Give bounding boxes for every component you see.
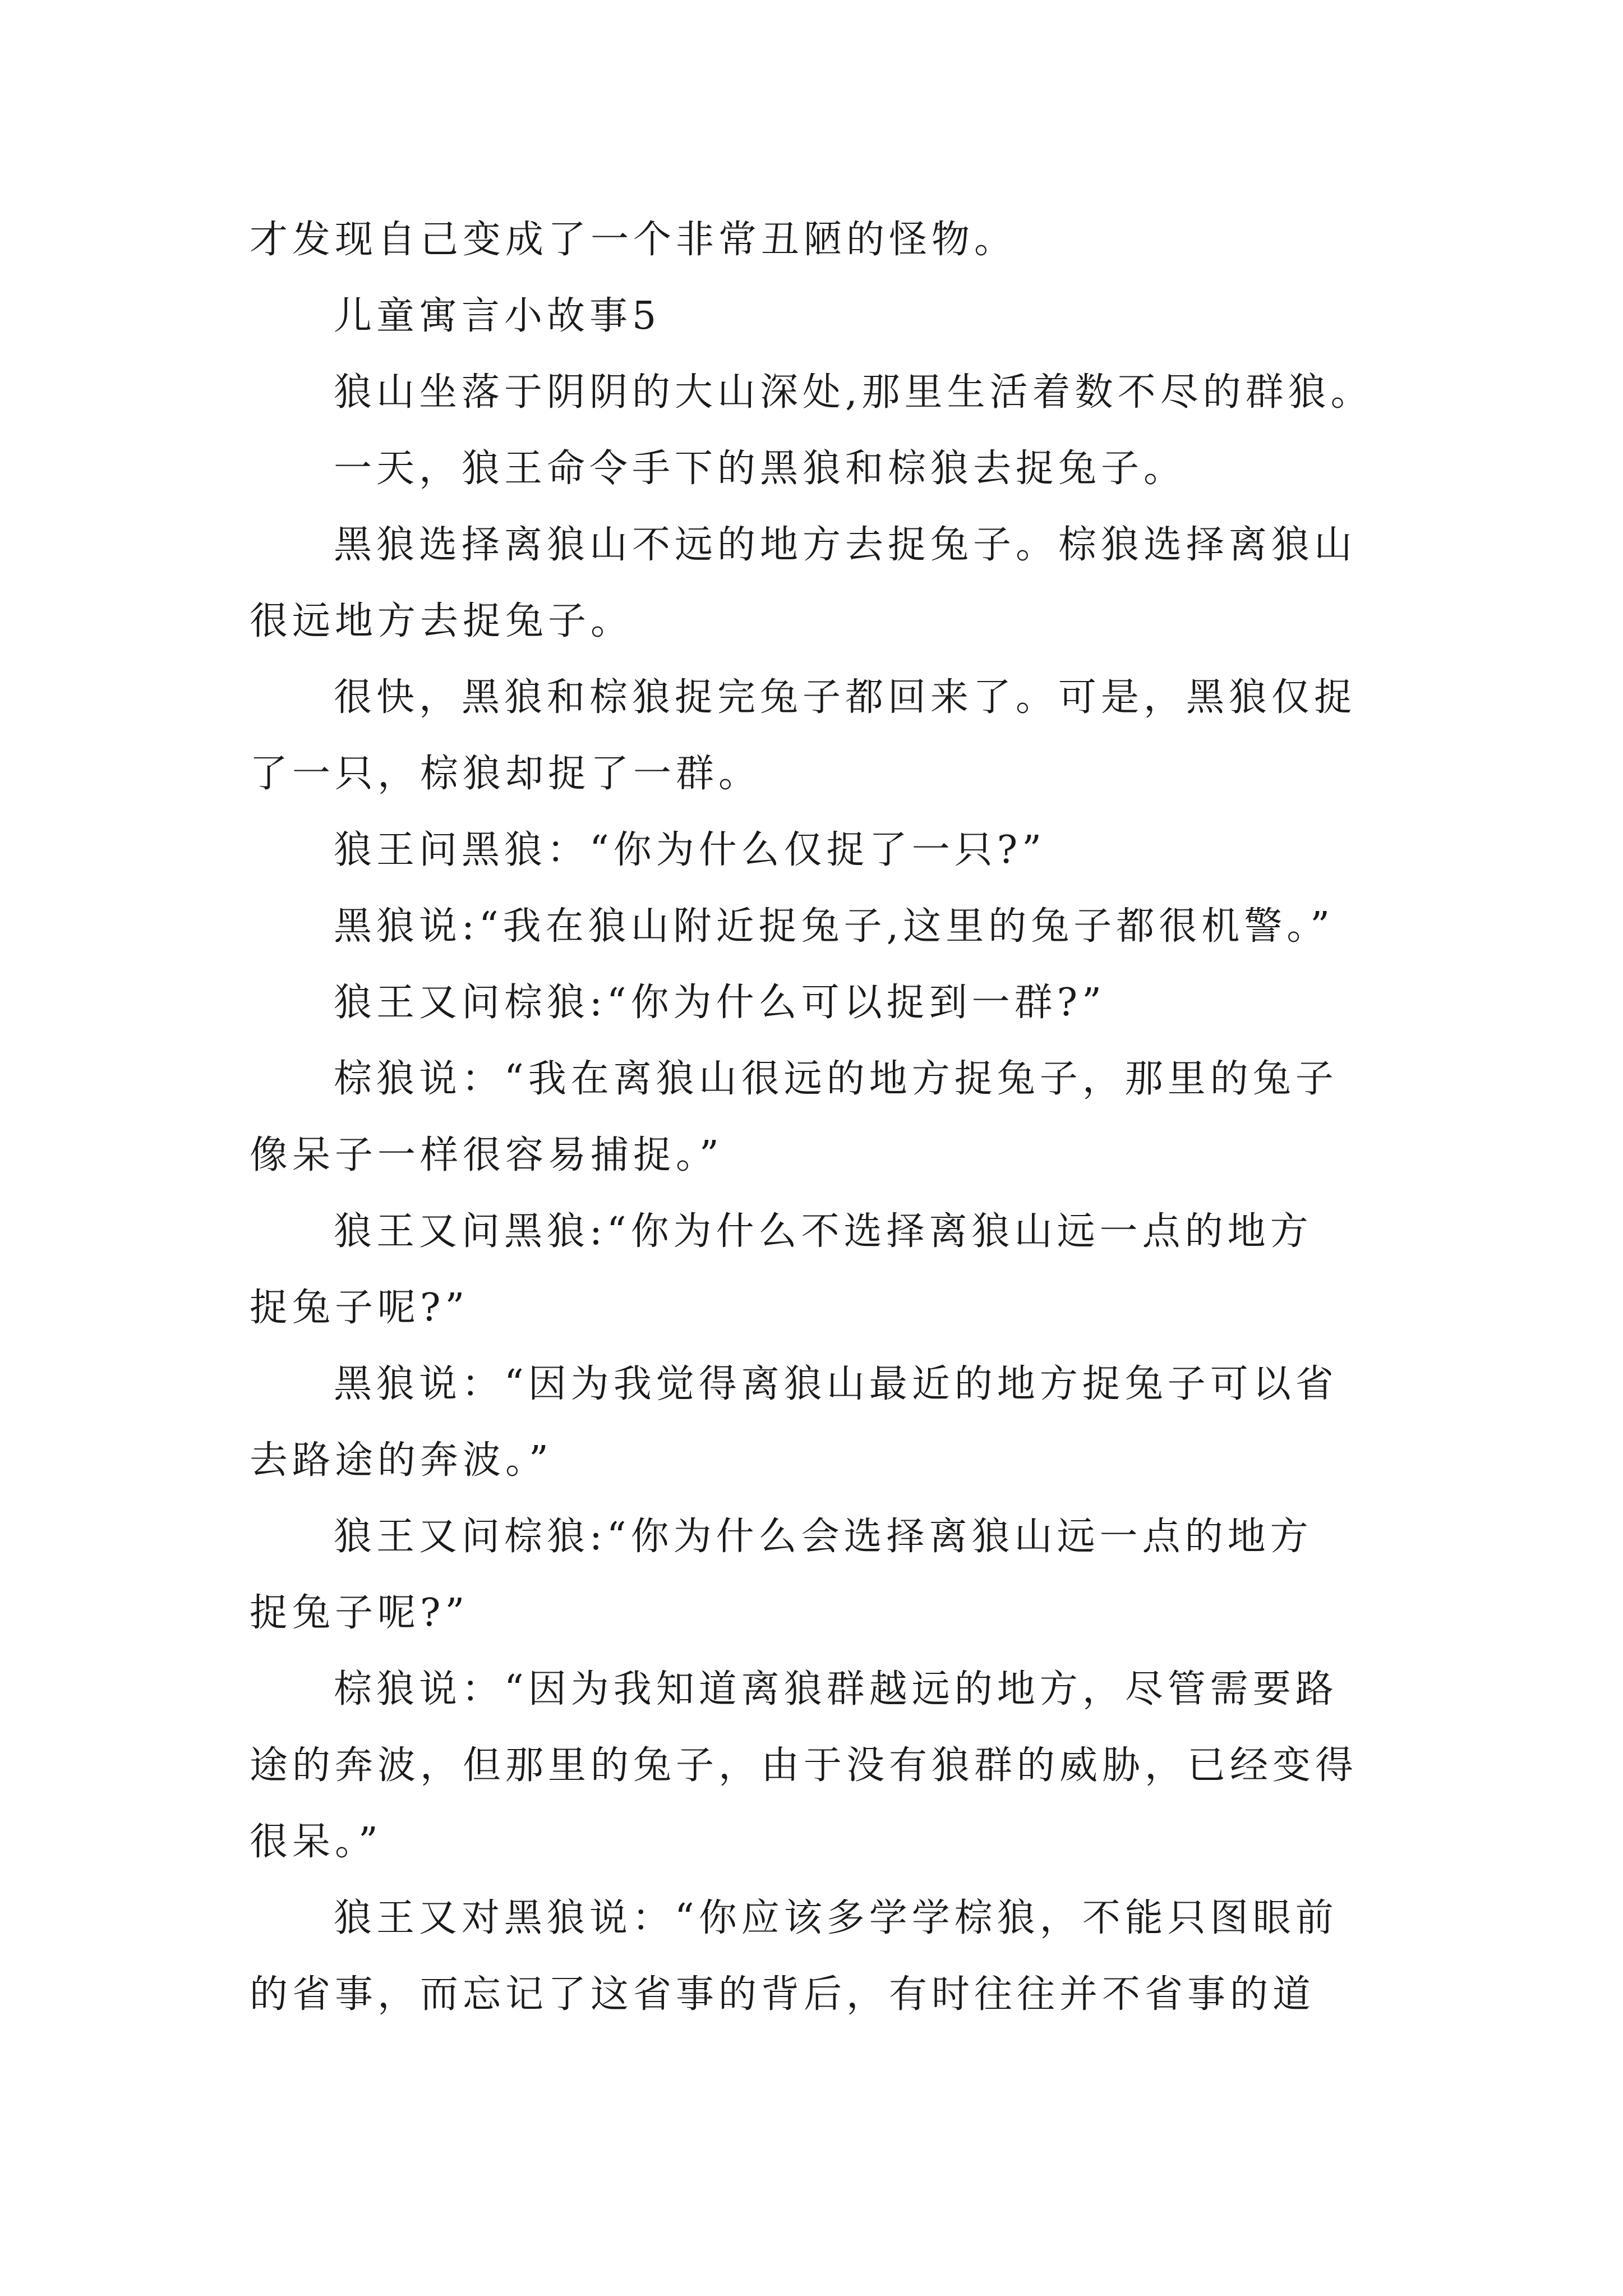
text-line: 捉兔子呢?”	[250, 1286, 469, 1330]
text-line: 狼王又问棕狼:“你为什么会选择离狼山远一点的地方	[334, 1515, 1313, 1559]
text-line: 黑狼说：“因为我觉得离狼山最近的地方捉兔子可以省	[334, 1362, 1338, 1406]
text-line: 黑狼选择离狼山不远的地方去捉兔子。棕狼选择离狼山	[334, 523, 1357, 567]
text-line: 很远地方去捉兔子。	[250, 599, 634, 643]
text-line: 狼王问黑狼：“你为什么仅捉了一只?”	[334, 828, 1046, 872]
text-line: 棕狼说：“我在离狼山很远的地方捉兔子，那里的兔子	[334, 1057, 1338, 1101]
text-line: 像呆子一样很容易捕捉。”	[250, 1133, 723, 1177]
text-line: 狼王又问棕狼:“你为什么可以捉到一群?”	[334, 981, 1106, 1025]
text-line: 狼山坐落于阴阴的大山深处,那里生活着数不尽的群狼。	[334, 370, 1373, 415]
text-line: 捉兔子呢?”	[250, 1591, 469, 1635]
text-line: 很呆。”	[250, 1820, 382, 1864]
text-line: 狼王又对黑狼说：“你应该多学学棕狼，不能只图眼前	[334, 1896, 1338, 1940]
text-line: 的省事，而忘记了这省事的背后，有时往往并不省事的道	[250, 1972, 1316, 2017]
text-line: 途的奔波，但那里的兔子，由于没有狼群的威胁，已经变得	[250, 1743, 1358, 1788]
text-line: 去路途的奔波。”	[250, 1438, 553, 1483]
text-line: 狼王又问黑狼:“你为什么不选择离狼山远一点的地方	[334, 1209, 1313, 1254]
story-title: 儿童寓言小故事5	[334, 294, 661, 338]
text-line: 棕狼说：“因为我知道离狼群越远的地方，尽管需要路	[334, 1667, 1338, 1711]
text-line: 了一只，棕狼却捉了一群。	[250, 752, 762, 796]
body-text	[250, 202, 1382, 2033]
text-line: 才发现自己变成了一个非常丑陋的怪物。	[250, 218, 1017, 262]
text-line: 一天，狼王命令手下的黑狼和棕狼去捉兔子。	[334, 447, 1187, 491]
text-line: 黑狼说:“我在狼山附近捉兔子,这里的兔子都很机警。”	[334, 904, 1335, 949]
text-line: 很快，黑狼和棕狼捉完兔子都回来了。可是，黑狼仅捉	[334, 675, 1357, 720]
